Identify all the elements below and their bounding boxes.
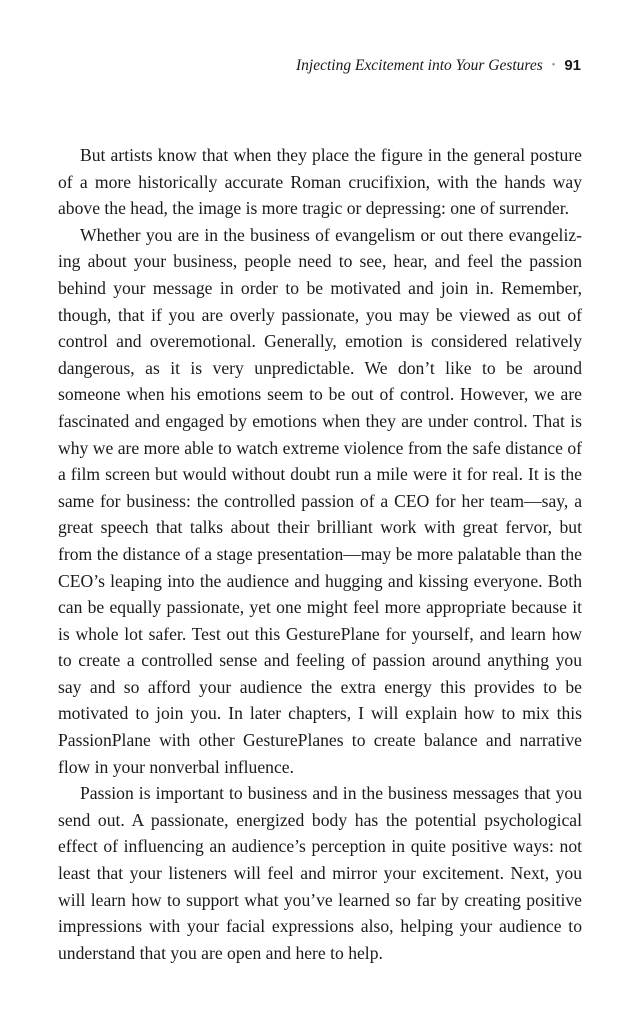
running-head-separator: •	[551, 60, 556, 71]
paragraph-1: But artists know that when they place the figure in the general posture of a more historically accurate Roman crucifixion, with the hands way above the head, the image is more tragic or depressing: one of surrender.	[58, 145, 582, 219]
paragraph-2: Whether you are in the business of evangelism or out there evangelizing about your business, people need to see, hear, and feel the passion behind your message in order to be motivated and join in. Remember, though, that if you are overly passionate, you may be viewed as out of control and overemotional. Generally, emotion is considered relatively dangerous, as it is very unpredictable. We don’t like to be around someone when his emotions seem to be out of control. However, we are fascinated and engaged by emotions when they are under control. That is why we are more able to watch extreme violence from the safe distance of a film screen but would without doubt run a mile were it for real. It is the same for business: the controlled passion of a CEO for her team—say, a great speech that talks about their brilliant work with great fervor, but from the distance of a stage presentation—may be more palatable than the CEO’s leaping into the audience and hugging and kissing everyone. Both can be equally passionate, yet one might feel more appropriate because it is whole lot safer. Test out this GesturePlane for yourself, and learn how to create a controlled sense and feeling of passion around anything you say and so afford your audience the extra energy this provides to be motivated to join you. In later chapters, I will explain how to mix this PassionPlane with other GesturePlanes to create balance and narrative flow in your nonverbal influence.	[58, 224, 582, 777]
body-text	[58, 142, 582, 966]
paragraph-3: Passion is important to business and in the business messages that you send out. A passionate, energized body has the potential psychological effect of influencing an audience’s perception in quite positive ways: not least that your listeners will feel and mirror your excitement. Next, you will learn how to support what you’ve learned so far by creating positive impressions with your facial expressions also, helping your audience to understand that you are open and here to help.	[58, 783, 582, 963]
running-head	[296, 56, 581, 78]
running-head-title: Injecting Excitement into Your Gestures	[295, 57, 543, 74]
page-number: 91	[564, 57, 581, 74]
